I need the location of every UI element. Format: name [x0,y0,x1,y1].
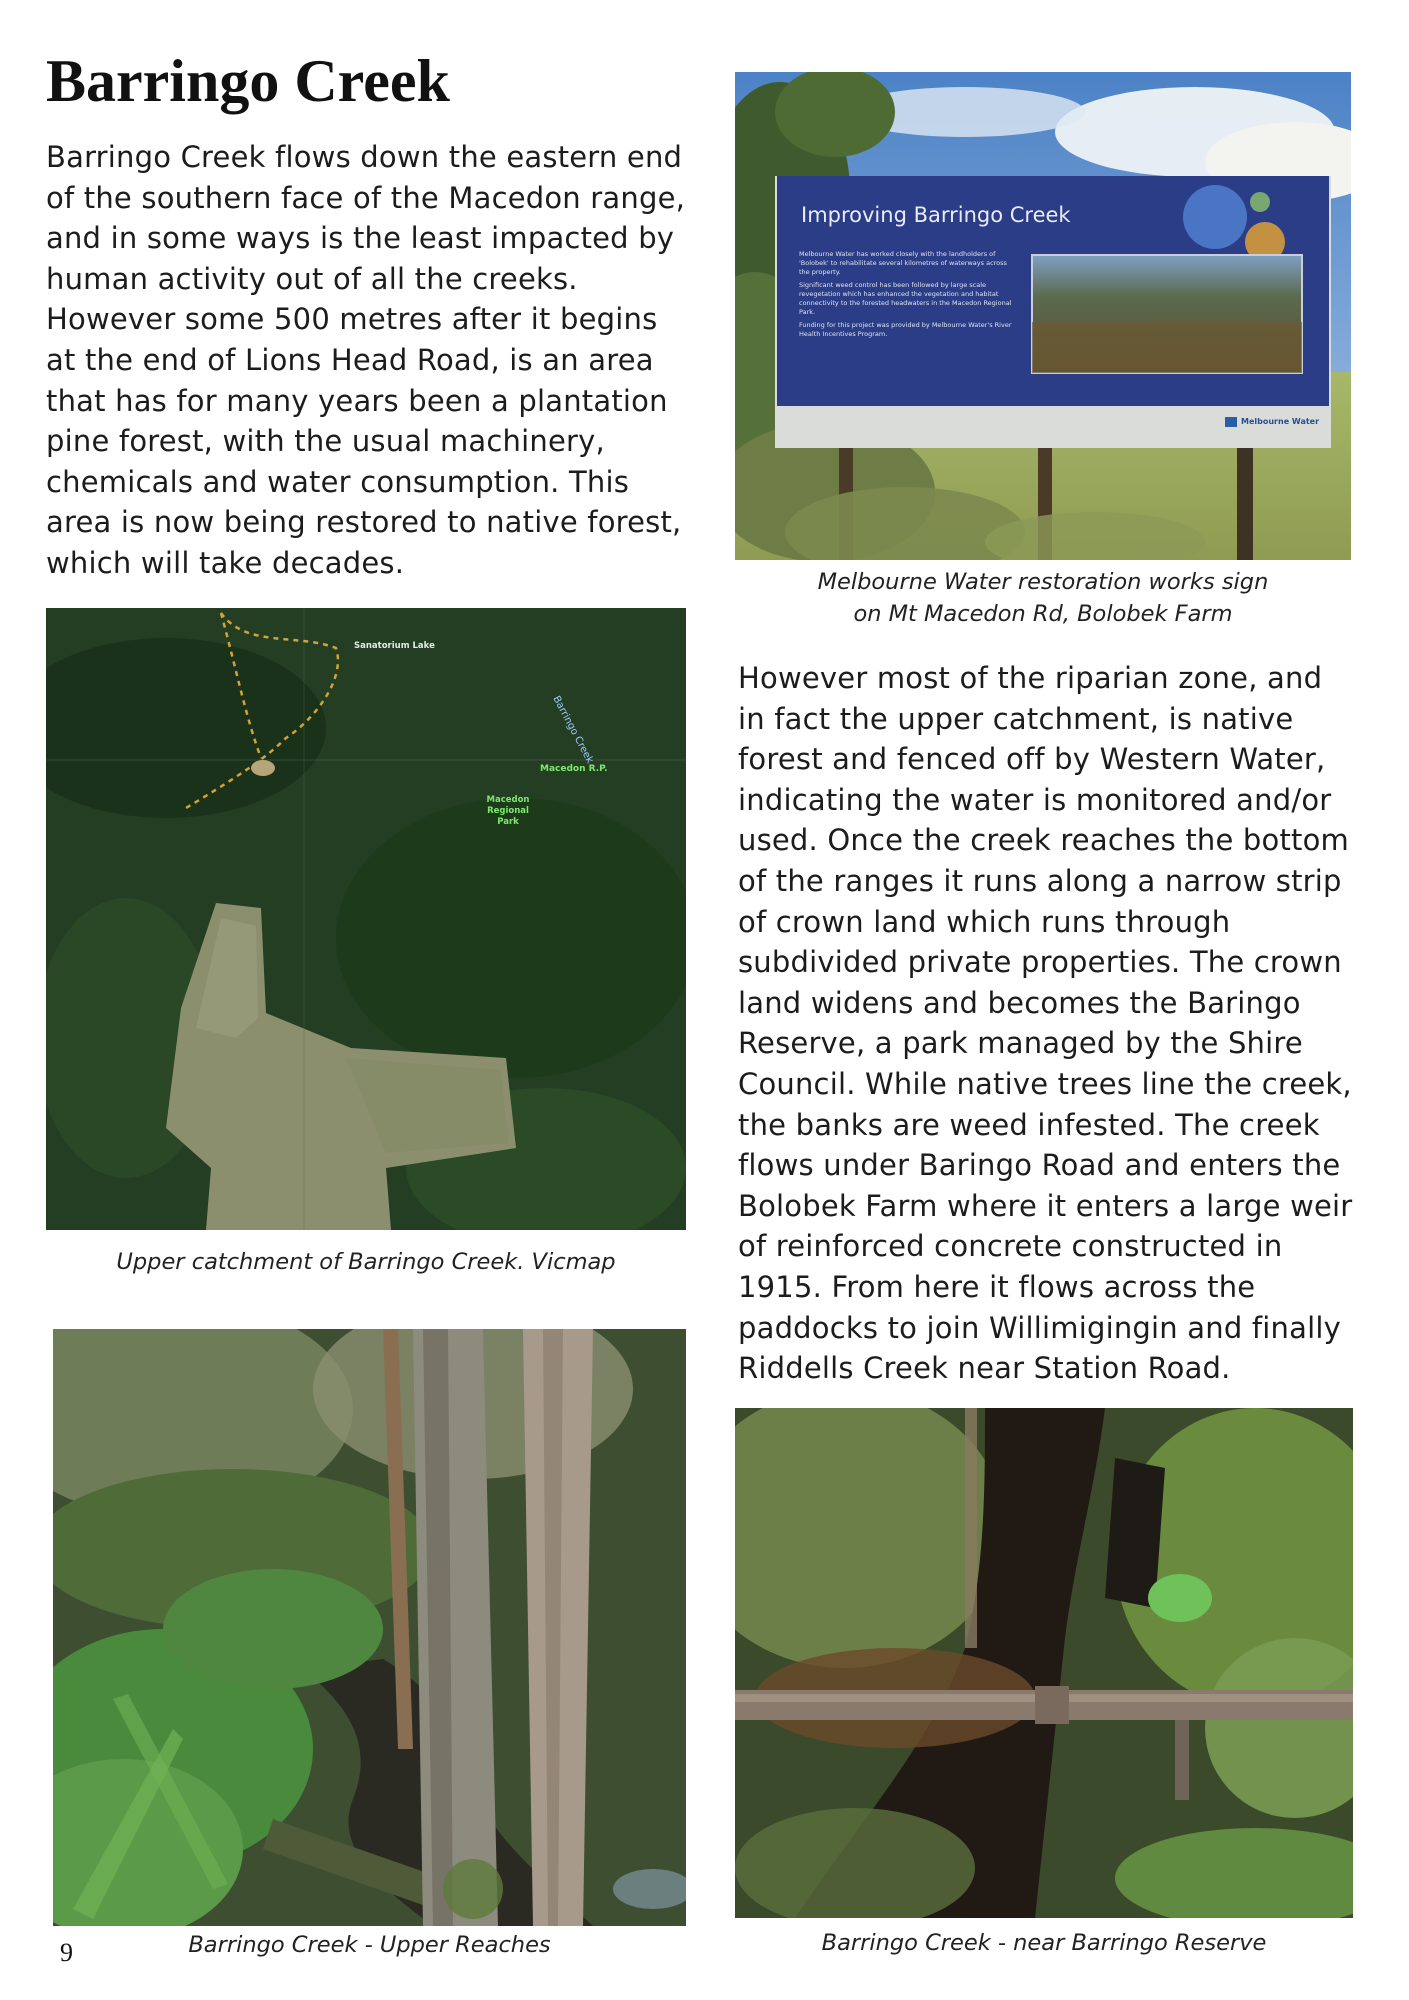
sign-paragraph-2: Significant weed control has been followed by large scale revegetation which has enhanced the vegetation and habitat connectivity to the forested headwaters in the Macedon Regional Park. [799,281,1012,316]
sign-paragraph-1: Melbourne Water has worked closely with the landholders of 'Bolobek' to rehabilitate several kilometres of waterways across the property. [799,250,1007,276]
map-label-rp: Macedon R.P. [540,764,608,774]
upper-reaches-photo [53,1329,686,1926]
riparian-paragraph: However most of the riparian zone, and in fact the upper catchment, is native forest and fenced off by Western Water, indicating the water is monitored and/or used. Once the creek reaches the bottom of the ranges it runs along a narrow strip of crown land which runs through subdivided private properties. The crown land widens and becomes the Baringo Reserve, a park managed by the Shire Council. While native trees line the creek, the banks are weed infested. The creek flows under Baringo Road and enters the Bolobek Farm where it enters a large weir of reinforced concrete constructed in 1915. From here it flows across the paddocks to join Willimigingin and finally Riddells Creek near Station Road. [738,661,1353,1386]
upper-reaches-image [53,1329,686,1926]
sign-logo: Melbourne Water [1241,417,1320,426]
reserve-image [735,1408,1353,1918]
sign-paragraph-3: Funding for this project was provided by Melbourne Water's River Health Incentives Program. [799,321,1012,338]
sign-photo-image [735,72,1351,560]
sign-title: Improving Barringo Creek [801,203,1071,227]
page-number: 9 [60,1938,73,1967]
sign-caption-line-2: on Mt Macedon Rd, Bolobek Farm [853,601,1233,627]
map-label-park-1: Macedon [486,795,530,805]
map-label-creek: Barringo Creek [550,694,596,766]
reserve-caption: Barringo Creek - near Barringo Reserve [821,1930,1267,1956]
sign-caption-line-1: Melbourne Water restoration works sign [817,569,1269,595]
page-title: Barringo Creek [46,48,450,114]
map-label-park-3: Park [497,817,519,827]
map-label-lake: Sanatorium Lake [354,641,435,651]
catchment-map-image [46,608,686,1230]
sign-photo [735,72,1351,560]
sign-caption [735,566,1351,630]
map-label-park-2: Regional [487,806,529,816]
upper-reaches-caption: Barringo Creek - Upper Reaches [188,1932,551,1958]
reserve-photo [735,1408,1353,1918]
intro-paragraph: Barringo Creek flows down the eastern end of the southern face of the Macedon range, and in some ways is the least impacted by human activity out of all the creeks. However some 500 metres after it begins at the end of Lions Head Road, is an area that has for many years been a plantation pine forest, with the usual machinery, chemicals and water consumption. This area is now being restored to native forest, which will take decades. [46,140,686,580]
map-caption: Upper catchment of Barringo Creek. Vicmap [116,1249,616,1275]
catchment-map-photo [46,608,686,1230]
